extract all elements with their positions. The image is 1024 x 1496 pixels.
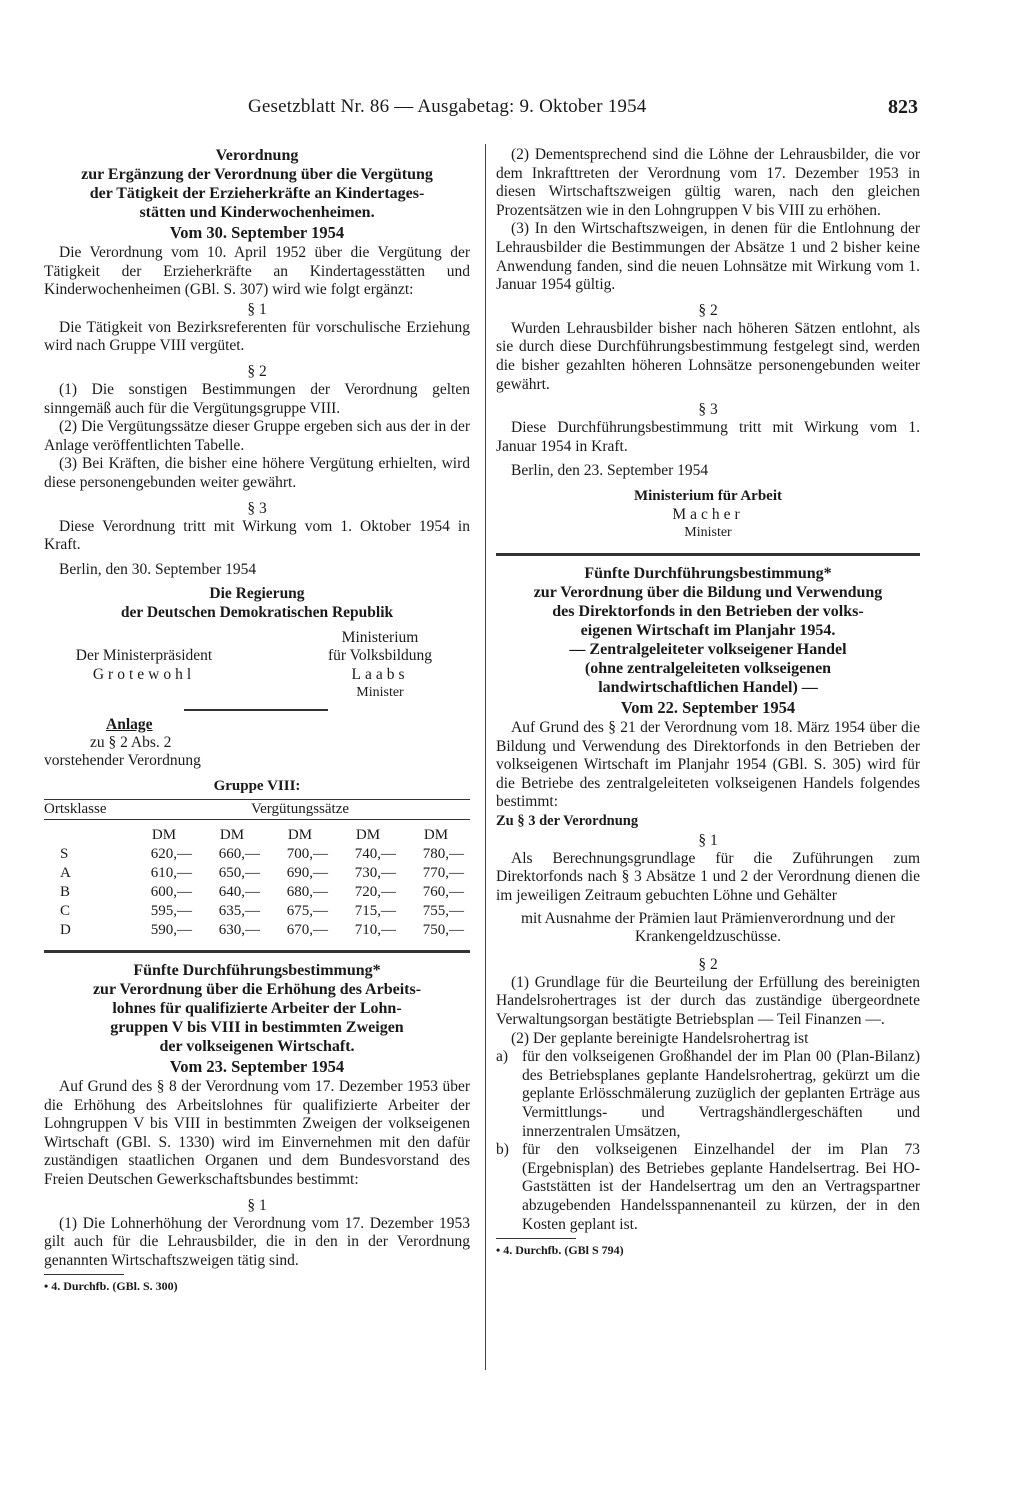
- sig-right-2: für Volksbildung: [327, 647, 433, 665]
- left-column: [44, 146, 470, 1294]
- table-cell: 730,—: [354, 865, 396, 882]
- unit-dm: DM: [287, 827, 313, 844]
- s3-title-3: des Direktorfonds in den Betrieben der volks-: [552, 602, 864, 620]
- s2-title-5: der volkseigenen Wirtschaft.: [159, 1038, 355, 1056]
- table-cell: 750,—: [422, 922, 464, 939]
- s3-intro: Auf Grund des § 21 der Verordnung vom 18. März 1954 über die Bildung und Verwendung des Direktorfonds in den Betrieben der volkseigenen Wirtschaft im Planjahr 1954 (GBl. S. 305) wird für die Betriebe des zentralgeleiteten volkseigenen Handels folgendes bestimmt:: [496, 718, 920, 811]
- anlage-table: [44, 800, 470, 940]
- s1-p2-1: (1) Die sonstigen Bestimmungen der Verordnung gelten sinngemäß auch für die Vergütungsgruppe VIII.: [44, 380, 470, 417]
- s2-footnote: • 4. Durchfb. (GBl. S. 300): [44, 1279, 178, 1294]
- table-row: [44, 902, 470, 921]
- anlage-ref-2: vorstehender Verordnung: [44, 752, 201, 770]
- table-cell: 600,—: [150, 884, 192, 901]
- sig-right-role: Minister: [356, 685, 404, 701]
- s2-ministry: Ministerium für Arbeit: [633, 487, 783, 504]
- row-class: D: [60, 922, 71, 939]
- s1-date: Vom 30. September 1954: [169, 223, 345, 242]
- s1-p2-head: § 2: [247, 362, 267, 380]
- table-cell: 610,—: [150, 865, 192, 882]
- list-item: [496, 1141, 920, 1234]
- table-cell: 640,—: [218, 884, 260, 901]
- s1-p2-3: (3) Bei Kräften, die bisher eine höhere Vergütung erhielten, wird diese personengebunden weiter gewährt.: [44, 455, 470, 491]
- s1-intro: Die Verordnung vom 10. April 1952 über die Vergütung der Tätigkeit der Erzieherkräfte an Kindertagesstätten und Kinderwochenheimen (GBl. S. 307) wird wie folgt ergänzt:: [44, 244, 470, 299]
- row-class: S: [60, 846, 69, 863]
- unit-dm: DM: [151, 827, 177, 844]
- table-cell: 740,—: [354, 846, 396, 863]
- page-number: 823: [888, 96, 918, 118]
- table-cell: 755,—: [422, 903, 464, 920]
- list-text: für den volkseigenen Großhandel der im Plan 00 (Plan-Bilanz) des Betriebsplanes geplante Handelsrohertrag, gekürzt um die geplante Erlösschmälerung zuzüglich der geplanten Erträge aus Vermittlungs- und Vertragshändlergeschäften und innerzentralen Umsätzen,: [522, 1048, 920, 1140]
- s1-title-4: stätten und Kinderwochenheimen.: [139, 204, 375, 221]
- s3-title-1: Fünfte Durchführungsbestimmung*: [584, 564, 832, 582]
- table-cell: 620,—: [150, 846, 192, 863]
- s2-p1-head: § 1: [247, 1196, 267, 1214]
- s1-p3-head: § 3: [247, 499, 267, 517]
- s3-subheading: Zu § 3 der Verordnung: [496, 812, 639, 829]
- s3-p1: Als Berechnungsgrundlage für die Zuführungen zum Direktorfonds nach § 3 Absätze 1 und 2 der Verordnung dienen die im jeweiligen Zeitraum gebuchten Löhne und Gehälter: [496, 849, 920, 905]
- s2-title-2: zur Verordnung über die Erhöhung des Arbeits-: [92, 981, 422, 999]
- s2-title-3: lohnes für qualifizierte Arbeiter der Lohn-: [112, 1000, 402, 1018]
- sig-right: [290, 629, 470, 703]
- s3-title-6: (ohne zentralgeleiteten volkseigenen: [584, 659, 832, 677]
- table-cell: 710,—: [354, 922, 396, 939]
- s3-p2-head: § 2: [698, 955, 718, 973]
- table-cell: 650,—: [218, 865, 260, 882]
- s2-intro: Auf Grund des § 8 der Verordnung vom 17. Dezember 1953 über die Erhöhung des Arbeitslohnes für qualifizierte Arbeiter der Lohngruppen V bis VIII in bestimmten Zweigen der volkseigenen Wirtschaft (GBl. S. 1330) wird im Einvernehmen mit den dafür zuständigen staatlichen Organen und dem Bundesvorstand des Freien Deutschen Gewerkschaftsbundes bestimmt:: [44, 1078, 470, 1189]
- table-cell: 590,—: [150, 922, 192, 939]
- s3-title-2: zur Verordnung über die Bildung und Verwendung: [533, 583, 883, 601]
- s1-p2-2: (2) Die Vergütungssätze dieser Gruppe ergeben sich aus der in der Anlage veröffentlichten Tabelle.: [44, 418, 470, 454]
- table-row: [44, 883, 470, 902]
- s1-p1: Die Tätigkeit von Bezirksreferenten für vorschulische Erziehung wird nach Gruppe VIII vergütet.: [44, 318, 470, 355]
- table-cell: 660,—: [218, 846, 260, 863]
- sig-right-name: Laabs: [351, 665, 409, 683]
- s3-title-7: landwirtschaftlichen Handel) —: [598, 678, 818, 696]
- table-row: [44, 845, 470, 864]
- table-cell: 715,—: [354, 903, 396, 920]
- col-ortsklasse: Ortsklasse: [44, 801, 107, 818]
- table-cell: 770,—: [422, 865, 464, 882]
- list-text: für den volkseigenen Einzelhandel der im Plan 73 (Ergebnisplan) des Betriebes geplante Handelsertrag. Bei HO-Gaststätten ist der Handelsertrag um den an Vertragspartner abzugebenden Handelsspannenanteil zu kürzen, der in den Kosten geplant ist.: [522, 1141, 920, 1233]
- column-divider: [485, 144, 486, 1370]
- unit-dm: DM: [219, 827, 245, 844]
- table-row: [44, 921, 470, 940]
- right-column: [496, 146, 920, 1258]
- s2-p1-3: (3) In den Wirtschaftszweigen, in denen für die Entlohnung der Lehrausbilder die Bestimmungen der Absätze 1 und 2 bisher keine Anwendung fanden, sind die neuen Lohnsätze mit Wirkung vom 1. Januar 1954 gültig.: [496, 220, 920, 294]
- list-item: [496, 1048, 920, 1141]
- sig-right-1: Ministerium: [341, 628, 419, 646]
- s2-p3: Diese Durchführungsbestimmung tritt mit Wirkung vom 1. Januar 1954 in Kraft.: [496, 419, 920, 455]
- sig-left: [44, 629, 244, 703]
- table-cell: 760,—: [422, 884, 464, 901]
- unit-dm: DM: [355, 827, 381, 844]
- s3-p1-exception: mit Ausnahme der Prämien laut Prämienverordnung und der Krankengeldzuschüsse.: [520, 909, 896, 946]
- s2-sig-role: Minister: [684, 524, 732, 540]
- s3-p1-head: § 1: [698, 831, 718, 849]
- table-cell: 780,—: [422, 846, 464, 863]
- row-class: A: [60, 865, 71, 882]
- anlage-ref-1: zu § 2 Abs. 2: [90, 733, 172, 751]
- table-row: [44, 864, 470, 883]
- s2-title-1: Fünfte Durchführungsbestimmung*: [133, 962, 381, 980]
- table-cell: 635,—: [218, 903, 260, 920]
- s2-p1-2: (2) Dementsprechend sind die Löhne der Lehrausbilder, die vor dem Inkrafttreten der Verordnung vom 17. Dezember 1953 in diesen Wirtschaftszweigen gültig waren, nach den gleichen Prozentsätzen wie in den Lohngruppen V bis VIII zu erhöhen.: [496, 146, 920, 219]
- anlage-title: Anlage: [106, 715, 153, 733]
- table-cell: 630,—: [218, 922, 260, 939]
- s1-gov-2: der Deutschen Demokratischen Republik: [120, 603, 394, 621]
- s1-title-2: zur Ergänzung der Verordnung über die Vergütung: [81, 166, 433, 183]
- table-cell: 595,—: [150, 903, 192, 920]
- s2-p2-head: § 2: [698, 301, 718, 319]
- s2-p2: Wurden Lehrausbilder bisher nach höheren Sätzen entlohnt, als sie durch diese Durchführungsbestimmung festgelegt sind, werden die bisher gezahlten höheren Lohnsätze personengebunden weiter gewährt.: [496, 319, 920, 393]
- s1-p1-head: § 1: [247, 300, 267, 318]
- s2-sig-name: Macher: [672, 505, 744, 523]
- s2-date: Vom 23. September 1954: [169, 1057, 345, 1077]
- table-cell: 690,—: [286, 865, 328, 882]
- list-label: b): [496, 1141, 509, 1159]
- s1-signatures: [44, 629, 470, 703]
- s1-title-1: Verordnung: [215, 147, 299, 164]
- s2-title-4: gruppen V bis VIII in bestimmten Zweigen: [110, 1019, 404, 1037]
- s2-p3-head: § 3: [698, 401, 718, 419]
- s3-p2-2: (2) Der geplante bereinigte Handelsrohertrag ist: [511, 1029, 809, 1047]
- s3-date: Vom 22. September 1954: [620, 697, 796, 717]
- running-title: Gesetzblatt Nr. 86 — Ausgabetag: 9. Oktober 1954: [248, 96, 647, 117]
- table-cell: 670,—: [286, 922, 328, 939]
- sig-left-name: Grotewohl: [92, 665, 196, 683]
- table-units-row: [44, 826, 470, 845]
- table-cell: 720,—: [354, 884, 396, 901]
- s1-p3: Diese Verordnung tritt mit Wirkung vom 1. Oktober 1954 in Kraft.: [44, 517, 470, 554]
- table-header-row: [44, 800, 470, 820]
- sig-left-role: Der Ministerpräsident: [75, 647, 213, 665]
- s3-title-5: — Zentralgeleiteter volkseigener Handel: [569, 640, 847, 658]
- anlage-group: Gruppe VIII:: [213, 778, 301, 795]
- row-class: C: [60, 903, 71, 920]
- col-verguetungssaetze: Vergütungssätze: [250, 801, 350, 818]
- list-label: a): [496, 1048, 509, 1066]
- s3-p2-1: (1) Grundlage für die Beurteilung der Erfüllung des bereinigten Handelsrohertrages ist der durch das zuständige übergeordnete Verwaltungsorgan bestätigte Betriebsplan — Teil Finanzen —.: [496, 973, 920, 1029]
- row-class: B: [60, 884, 71, 901]
- table-cell: 700,—: [286, 846, 328, 863]
- table-cell: 680,—: [286, 884, 328, 901]
- s1-title-3: der Tätigkeit der Erzieherkräfte an Kindertages-: [89, 185, 425, 202]
- unit-dm: DM: [423, 827, 449, 844]
- s3-footnote: • 4. Durchfb. (GBl S 794): [496, 1243, 624, 1258]
- s2-p1: (1) Die Lohnerhöhung der Verordnung vom 17. Dezember 1953 gilt auch für die Lehrausbilder, die in den in der Verordnung genannten Wirtschaftszweigen tätig sind.: [44, 1214, 470, 1269]
- s3-title-4: eigenen Wirtschaft im Planjahr 1954.: [580, 621, 836, 639]
- s2-place-date: Berlin, den 23. September 1954: [511, 462, 709, 480]
- table-cell: 675,—: [286, 903, 328, 920]
- s1-place-date: Berlin, den 30. September 1954: [59, 560, 257, 578]
- s1-gov-1: Die Regierung: [209, 585, 305, 603]
